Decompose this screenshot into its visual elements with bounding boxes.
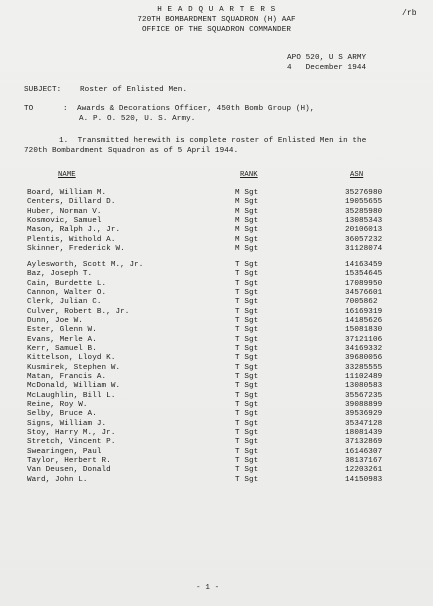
rank-cell: T Sgt <box>235 316 259 325</box>
asn-cell: 11102489 <box>345 372 383 381</box>
roster-row <box>27 457 427 466</box>
roster-row <box>27 448 427 457</box>
roster-row <box>27 364 427 373</box>
roster-row <box>27 373 427 382</box>
roster-row <box>27 236 427 245</box>
roster-row <box>27 208 427 217</box>
asn-cell: 14163459 <box>345 261 383 269</box>
name-cell: Matan, Francis A. <box>27 372 107 381</box>
rank-cell: T Sgt <box>235 335 259 344</box>
roster-row <box>27 308 427 317</box>
name-cell: Cannon, Walter O. <box>27 288 107 297</box>
asn-cell: 7005862 <box>345 298 378 307</box>
name-cell: Mason, Ralph J., Jr. <box>27 226 121 235</box>
asn-cell: 18081439 <box>345 428 383 437</box>
rank-cell: T Sgt <box>235 288 259 297</box>
name-cell: Centers, Dillard D. <box>27 198 116 207</box>
rank-cell: T Sgt <box>235 279 259 288</box>
roster-row <box>27 354 427 363</box>
asn-cell: 35285980 <box>345 207 383 216</box>
roster-row <box>27 289 427 298</box>
roster-row <box>27 189 427 198</box>
rank-cell: T Sgt <box>235 447 259 456</box>
roster-row <box>27 401 427 410</box>
name-cell: Huber, Norman V. <box>27 207 102 216</box>
name-cell: Swearingen, Paul <box>27 447 102 456</box>
name-cell: McLaughlin, Bill L. <box>27 391 116 400</box>
rank-cell: T Sgt <box>235 475 259 484</box>
name-cell: Clerk, Julian C. <box>27 298 102 307</box>
asn-cell: 39088899 <box>345 400 383 409</box>
roster-row <box>27 345 427 354</box>
rank-cell: T Sgt <box>235 307 259 316</box>
rank-cell: T Sgt <box>235 363 259 372</box>
name-cell: Ester, Glenn W. <box>27 326 97 335</box>
subject-text: Roster of Enlisted Men. <box>80 86 188 94</box>
rank-cell: T Sgt <box>235 382 259 391</box>
asn-cell: 33285555 <box>345 363 383 372</box>
asn-cell: 37132869 <box>345 438 383 447</box>
roster-row <box>27 298 427 307</box>
name-cell: Reine, Roy W. <box>27 400 88 409</box>
name-cell: Evans, Merle A. <box>27 335 97 344</box>
asn-cell: 36057232 <box>345 235 383 244</box>
asn-cell: 19055655 <box>345 198 383 207</box>
asn-cell: 14150983 <box>345 475 383 484</box>
roster-row <box>27 410 427 419</box>
asn-cell: 34576601 <box>345 288 383 297</box>
to-label: TO <box>24 105 34 113</box>
rank-cell: T Sgt <box>235 270 259 279</box>
asn-cell: 16169319 <box>345 307 383 316</box>
roster-row <box>27 270 427 279</box>
asn-cell: 37121106 <box>345 335 383 344</box>
roster-row <box>27 438 427 447</box>
asn-cell: 35567235 <box>345 391 383 400</box>
roster-row <box>27 217 427 226</box>
rank-cell: M Sgt <box>235 226 259 235</box>
asn-cell: 35347128 <box>345 419 383 428</box>
name-cell: Selby, Bruce A. <box>27 410 97 419</box>
rank-cell: T Sgt <box>235 419 259 428</box>
rank-cell: T Sgt <box>235 410 259 419</box>
apo-line: APO 520, U S ARMY <box>287 54 367 62</box>
rank-cell: M Sgt <box>235 244 259 253</box>
asn-cell: 35276980 <box>345 189 383 197</box>
roster-row <box>27 392 427 401</box>
asn-cell: 15081830 <box>345 326 383 335</box>
column-header-name: NAME <box>58 171 76 179</box>
rank-cell: T Sgt <box>235 298 259 307</box>
date-line: 4 December 1944 <box>287 64 367 72</box>
name-cell: Culver, Robert B., Jr. <box>27 307 130 316</box>
name-cell: Aylesworth, Scott M., Jr. <box>27 261 144 269</box>
subject-label: SUBJECT: <box>24 86 62 94</box>
roster-row <box>27 466 427 475</box>
rank-cell: T Sgt <box>235 400 259 409</box>
rank-cell: T Sgt <box>235 372 259 381</box>
rank-cell: M Sgt <box>235 198 259 207</box>
asn-cell: 31128074 <box>345 244 383 253</box>
roster-row <box>27 245 427 254</box>
name-cell: Kusmirek, Stephen W. <box>27 363 121 372</box>
roster-row <box>27 429 427 438</box>
page-number: - 1 - <box>196 584 220 592</box>
rank-cell: T Sgt <box>235 354 259 363</box>
roster-row <box>27 317 427 326</box>
name-cell: Signs, William J. <box>27 419 107 428</box>
name-cell: McDonald, William W. <box>27 382 121 391</box>
roster-row <box>27 336 427 345</box>
roster-row <box>27 198 427 207</box>
asn-cell: 38137167 <box>345 456 383 465</box>
name-cell: Kittelson, Lloyd K. <box>27 354 116 363</box>
to-line-2: A. P. O. 520, U. S. Army. <box>79 115 196 123</box>
rank-cell: T Sgt <box>235 428 259 437</box>
name-cell: Stretch, Vincent P. <box>27 438 116 447</box>
rank-cell: T Sgt <box>235 466 259 475</box>
rank-cell: M Sgt <box>235 216 259 225</box>
roster-row <box>27 420 427 429</box>
rank-cell: T Sgt <box>235 261 259 269</box>
name-cell: Baz, Joseph T. <box>27 270 93 279</box>
paragraph-line-1: 1. Transmitted herewith is complete roster of Enlisted Men in the <box>59 137 367 145</box>
header-line-1: H E A D Q U A R T E R S <box>157 6 276 14</box>
asn-cell: 12203261 <box>345 466 383 475</box>
header-line-3: OFFICE OF THE SQUADRON COMMANDER <box>141 26 292 34</box>
asn-cell: 13080583 <box>345 382 383 391</box>
name-cell: Van Deusen, Donald <box>27 466 111 475</box>
name-cell: Kerr, Samuel B. <box>27 344 97 353</box>
rank-cell: M Sgt <box>235 189 259 197</box>
name-cell: Plentis, Withold A. <box>27 235 116 244</box>
name-cell: Skinner, Frederick W. <box>27 244 125 253</box>
name-cell: Stoy, Harry M., Jr. <box>27 428 116 437</box>
column-header-rank: RANK <box>240 171 258 179</box>
name-cell: Cain, Burdette L. <box>27 279 107 288</box>
asn-cell: 34169332 <box>345 344 383 353</box>
asn-cell: 39680056 <box>345 354 383 363</box>
asn-cell: 17089950 <box>345 279 383 288</box>
corner-mark: /rb <box>402 9 417 18</box>
rank-cell: T Sgt <box>235 438 259 447</box>
column-header-asn: ASN <box>350 171 364 179</box>
asn-cell: 39536929 <box>345 410 383 419</box>
asn-cell: 13085343 <box>345 216 383 225</box>
roster-row <box>27 326 427 335</box>
asn-cell: 15354645 <box>345 270 383 279</box>
name-cell: Board, William M. <box>27 189 107 197</box>
roster-row <box>27 280 427 289</box>
header-line-2: 720TH BOMBARDMENT SQUADRON (H) AAF <box>137 16 296 24</box>
paragraph-line-2: 720th Bombardment Squadron as of 5 April 1944. <box>24 147 239 155</box>
roster-row <box>27 476 427 485</box>
rank-cell: M Sgt <box>235 235 259 244</box>
name-cell: Ward, John L. <box>27 475 88 484</box>
rank-cell: T Sgt <box>235 344 259 353</box>
name-cell: Taylor, Herbert R. <box>27 456 111 465</box>
rank-cell: T Sgt <box>235 326 259 335</box>
asn-cell: 16146307 <box>345 447 383 456</box>
to-line-1: : Awards & Decorations Officer, 450th Bomb Group (H), <box>63 105 315 113</box>
rank-cell: T Sgt <box>235 391 259 400</box>
asn-cell: 14185626 <box>345 316 383 325</box>
roster-row <box>27 226 427 235</box>
asn-cell: 20106013 <box>345 226 383 235</box>
rank-cell: T Sgt <box>235 456 259 465</box>
name-cell: Dunn, Joe W. <box>27 316 83 325</box>
rank-cell: M Sgt <box>235 207 259 216</box>
roster-row <box>27 261 427 270</box>
roster-row <box>27 382 427 391</box>
name-cell: Kosmovic, Samuel <box>27 216 102 225</box>
